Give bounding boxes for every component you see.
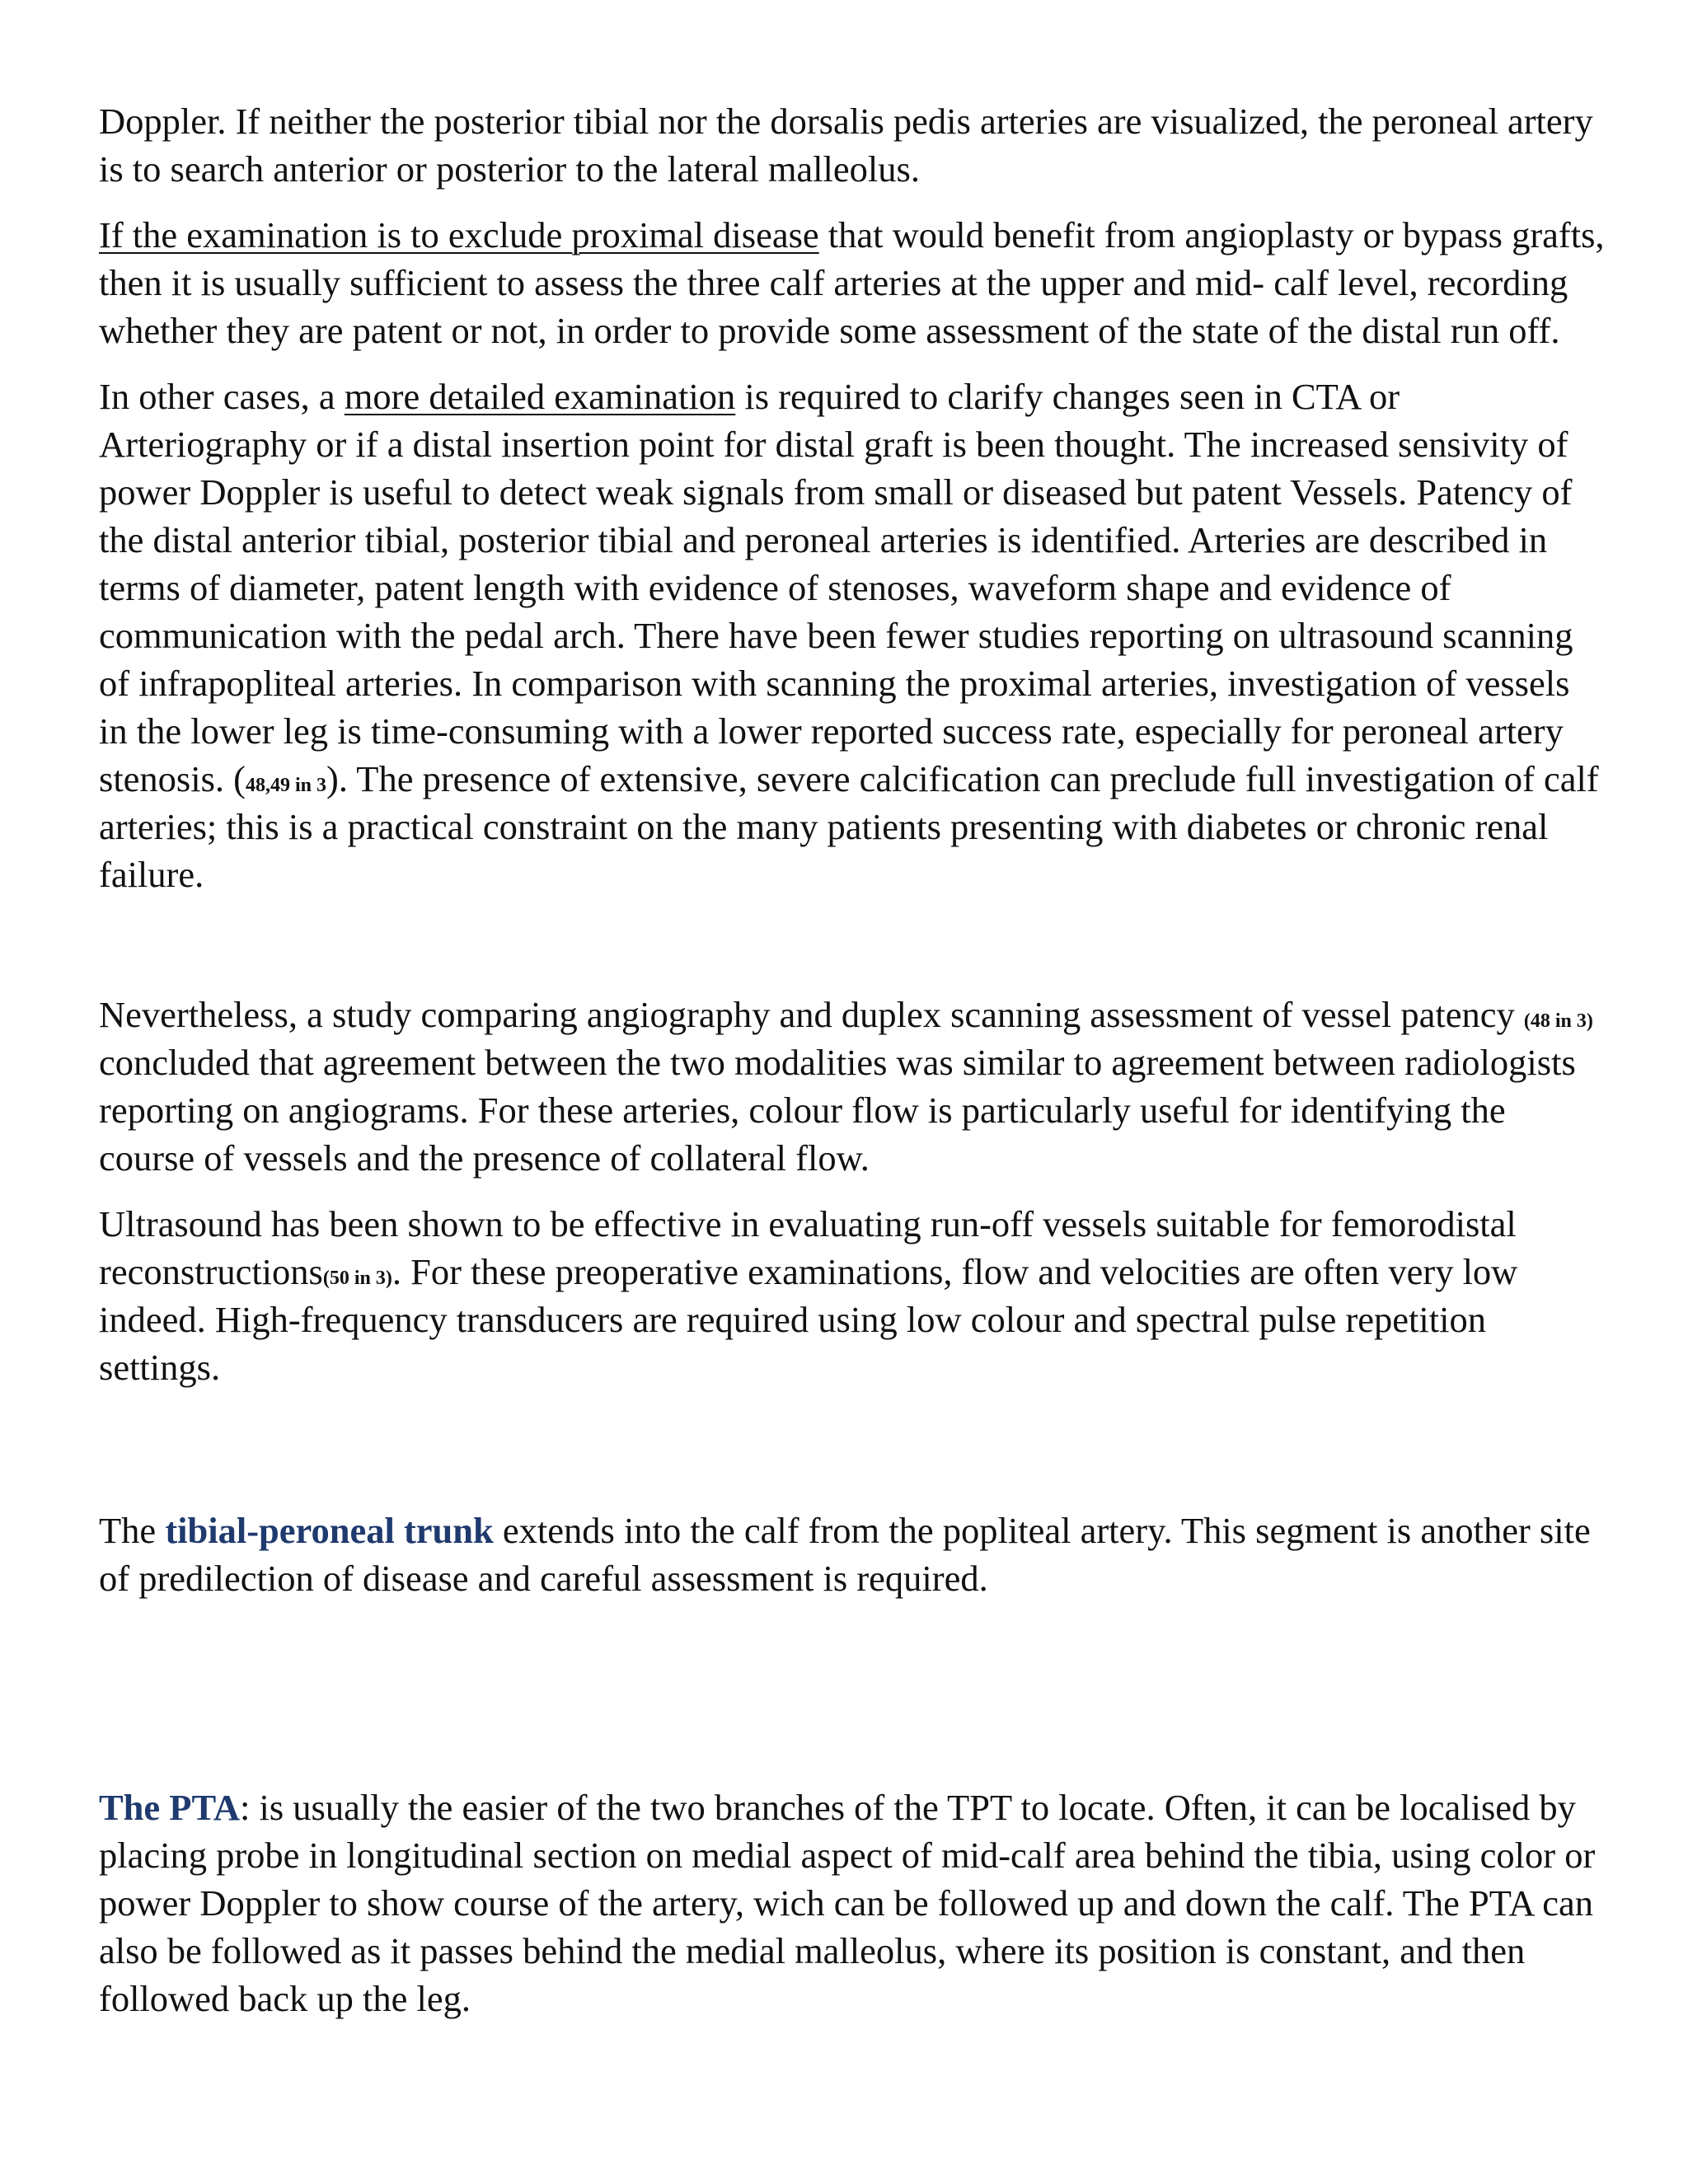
paragraph-text: is required to clarify changes seen in CTA or Arteriography or if a distal insertion point for distal graft is been thought. The increased sensivity of power Doppler is useful to detect weak signals from small or diseased but patent Vessels. Patency of the distal anterior tibial, posterior tibial and peroneal arteries is identified. Arteries are described in terms of diameter, patent length with evidence of stenoses, waveform shape and evidence of communication with the pedal arch. There have been fewer studies reporting on ultrasound scanning of infrapopliteal arteries. In comparison with scanning the proximal arteries, investigation of vessels in the lower leg is time-consuming with a lower reported success rate, especially for peroneal artery stenosis. ( (99, 376, 1573, 799)
reference-citation: (48 in 3) (1523, 1010, 1593, 1032)
paragraph-text: that would benefit from angioplasty or bypass grafts, then it is usually sufficient to assess the three calf arteries at the upper and mid- calf level, recording whether they are patent or not, in order to provide some assessment of the state of the distal run off. (99, 214, 1605, 351)
reference-citation: 48,49 in 3 (246, 775, 327, 796)
highlighted-term: tibial-peroneal trunk (165, 1510, 494, 1551)
paragraph-text: In other cases, a (99, 376, 345, 417)
paragraph-angiography-study (99, 991, 1607, 1182)
paragraph-text: extends into the calf from the popliteal artery. This segment is another site of predilection of disease and careful assessment is required. (99, 1510, 1591, 1599)
paragraph-text: : is usually the easier of the two branches of the TPT to locate. Often, it can be localised by placing probe in longitudinal section on medial aspect of mid-calf area behind the tibia, using color or power Doppler to show course of the artery, wich can be followed up and down the calf. The PTA can also be followed as it passes behind the medial malleolus, where its position is constant, and then followed back up the leg. (99, 1787, 1596, 2019)
paragraph-text: concluded that agreement between the two modalities was similar to agreement between radiologists reporting on angiograms. For these arteries, colour flow is particularly useful for identifying the course of vessels and the presence of collateral flow. (99, 1042, 1576, 1179)
paragraph-text: Ultrasound has been shown to be effective in evaluating run-off vessels suitable for femorodistal reconstructions (99, 1203, 1517, 1292)
paragraph-pta (99, 1783, 1607, 2022)
paragraph-text: ). The presence of extensive, severe calcification can preclude full investigation of calf arteries; this is a practical constraint on the many patients presenting with diabetes or chronic renal failure. (99, 758, 1599, 895)
paragraph-run-off-vessels (99, 1200, 1607, 1391)
reference-citation: (50 in 3) (322, 1268, 392, 1289)
document-page (99, 97, 1607, 2022)
paragraph-text: Doppler. If neither the posterior tibial nor the dorsalis pedis arteries are visualized, the peroneal artery is to search anterior or posterior to the lateral malleolus. (99, 101, 1593, 190)
underlined-phrase: If the examination is to exclude proximal disease (99, 214, 819, 255)
paragraph-text: The (99, 1510, 166, 1551)
highlighted-term: The PTA (99, 1787, 241, 1828)
paragraph-peroneal-search (99, 97, 1607, 193)
underlined-phrase: more detailed examination (344, 376, 736, 417)
paragraph-proximal-disease (99, 211, 1607, 354)
paragraph-text: . For these preoperative examinations, flow and velocities are often very low indeed. High-frequency transducers are required using low colour and spectral pulse repetition settings. (99, 1251, 1518, 1388)
paragraph-detailed-examination (99, 373, 1607, 898)
paragraph-tibial-peroneal-trunk (99, 1507, 1607, 1602)
paragraph-text: Nevertheless, a study comparing angiography and duplex scanning assessment of vessel patency (99, 994, 1524, 1035)
